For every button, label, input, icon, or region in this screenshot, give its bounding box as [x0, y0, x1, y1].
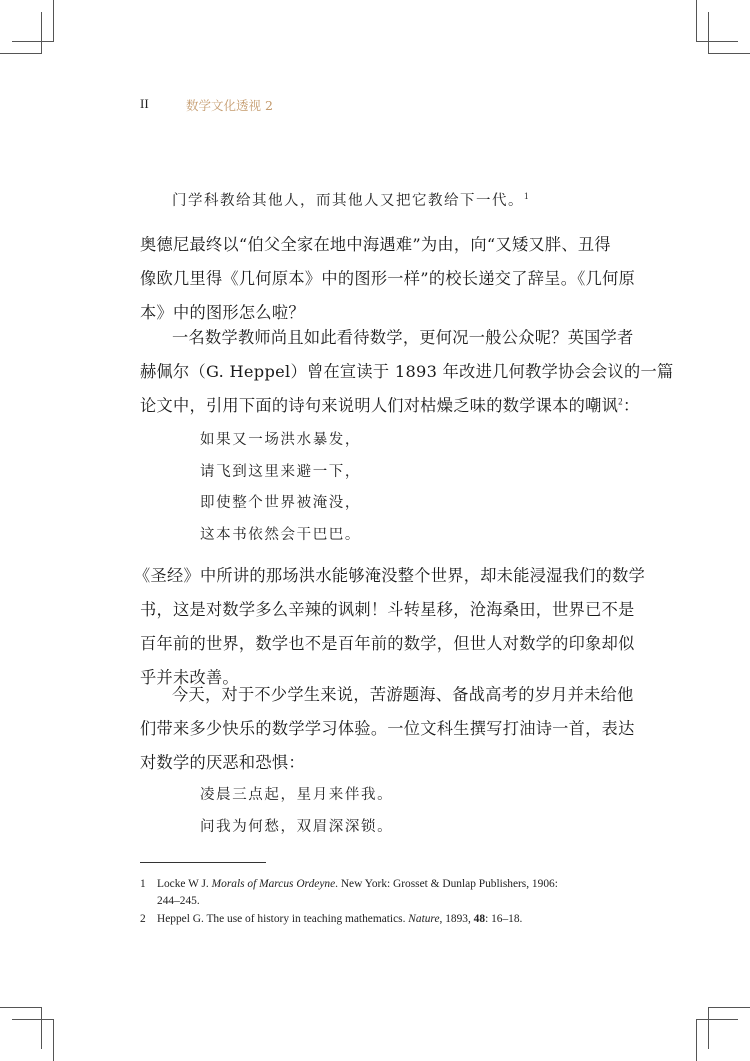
text-line: 对数学的厌恶和恐惧：	[140, 753, 305, 772]
footnote-rest: . New York: Grosset & Dunlap Publishers, 1906:	[335, 878, 558, 890]
crop-mark	[708, 53, 750, 54]
poem-1	[200, 425, 361, 551]
text-line: 一名数学教师尚且如此看待数学，更何况一般公众呢？英国学者	[172, 328, 634, 347]
footnote-journal: Nature	[408, 913, 440, 925]
poem-2	[200, 780, 393, 843]
poem-line: 即使整个世界被淹没，	[200, 495, 361, 511]
quote-line: 门学科教给其他人，而其他人又把它教给下一代。	[172, 193, 524, 209]
crop-mark	[41, 1007, 42, 1049]
poem-line: 请飞到这里来避一下，	[200, 463, 361, 480]
footnote-year: , 1893,	[439, 913, 474, 925]
text-line: 奥德尼最终以“伯父全家在地中海遇难”为由，向“又矮又胖、丑得	[140, 235, 611, 254]
quote-continuation	[172, 186, 530, 218]
crop-mark	[41, 12, 42, 53]
text-line: 书，这是对数学多么辛辣的讽刺！斗转星移，沧海桑田，世界已不是	[140, 600, 635, 619]
page-number: II	[140, 96, 149, 111]
text-line: 今天，对于不少学生来说，苦游题海、备战高考的岁月并未给他	[172, 685, 634, 704]
crop-mark	[708, 1007, 709, 1049]
book-title: 数学文化透视 2	[186, 98, 273, 113]
crop-mark	[708, 12, 709, 53]
crop-mark	[53, 1019, 54, 1061]
crop-mark	[708, 1007, 750, 1008]
text-line: 论文中，引用下面的诗句来说明人们对枯燥乏味的数学课本的嘲讽	[140, 396, 619, 415]
poem-line: 凌晨三点起，星月来伴我。	[200, 787, 394, 803]
crop-mark	[53, 0, 54, 42]
text-line: 百年前的世界，数学也不是百年前的数学，但世人对数学的印象却似	[140, 634, 635, 653]
footnote-author: Heppel G. The use of history in teaching mathematics.	[157, 913, 406, 925]
footnote-divider	[140, 862, 266, 863]
crop-mark	[12, 41, 54, 42]
footnote-rest2: 244–245.	[157, 895, 200, 907]
footnote-number: 2	[140, 913, 146, 925]
poem-line: 如果又一场洪水暴发，	[200, 432, 361, 448]
footnote-number: 1	[140, 878, 146, 890]
text-line: 《圣经》中所讲的那场洪水能够淹没整个世界，却未能浸湿我们的数学	[134, 566, 646, 585]
text-line: 像欧几里得《几何原本》中的图形一样”的校长递交了辞呈。《几何原	[140, 269, 636, 288]
paragraph-2	[140, 321, 674, 423]
crop-mark	[696, 0, 697, 42]
text-line-tail: ：	[622, 396, 640, 415]
footnote-1	[140, 876, 600, 910]
text-line: 们带来多少快乐的数学学习体验。一位文科生撰写打油诗一首，表达	[140, 719, 635, 738]
running-header	[140, 96, 273, 113]
paragraph-4	[140, 678, 635, 780]
text-line: 本》中的图形怎么啦？	[140, 303, 305, 322]
poem-line: 这本书依然会干巴巴。	[200, 526, 361, 543]
crop-mark	[0, 53, 42, 54]
footnote-2	[140, 911, 600, 928]
footnote-pages: : 16–18.	[485, 913, 523, 925]
footnote-ref-1[interactable]: 1	[524, 191, 530, 202]
poem-line: 问我为何愁，双眉深深锁。	[200, 818, 394, 835]
footnote-title: Morals of Marcus Ordeyne	[211, 878, 336, 890]
footnote-ref-2[interactable]: 2	[618, 396, 623, 407]
crop-mark	[696, 1019, 697, 1061]
crop-mark	[696, 1019, 738, 1020]
text-line: 乎并未改善。	[140, 668, 239, 687]
crop-mark	[0, 1007, 42, 1008]
crop-mark	[12, 1019, 54, 1020]
paragraph-1	[140, 228, 636, 330]
crop-mark	[696, 41, 738, 42]
footnote-volume: 48	[473, 913, 486, 925]
text-line: 赫佩尔（G. Heppel）曾在宣读于 1893 年改进几何教学协会会议的一篇	[140, 362, 674, 381]
footnote-author: Locke W J.	[157, 878, 209, 890]
